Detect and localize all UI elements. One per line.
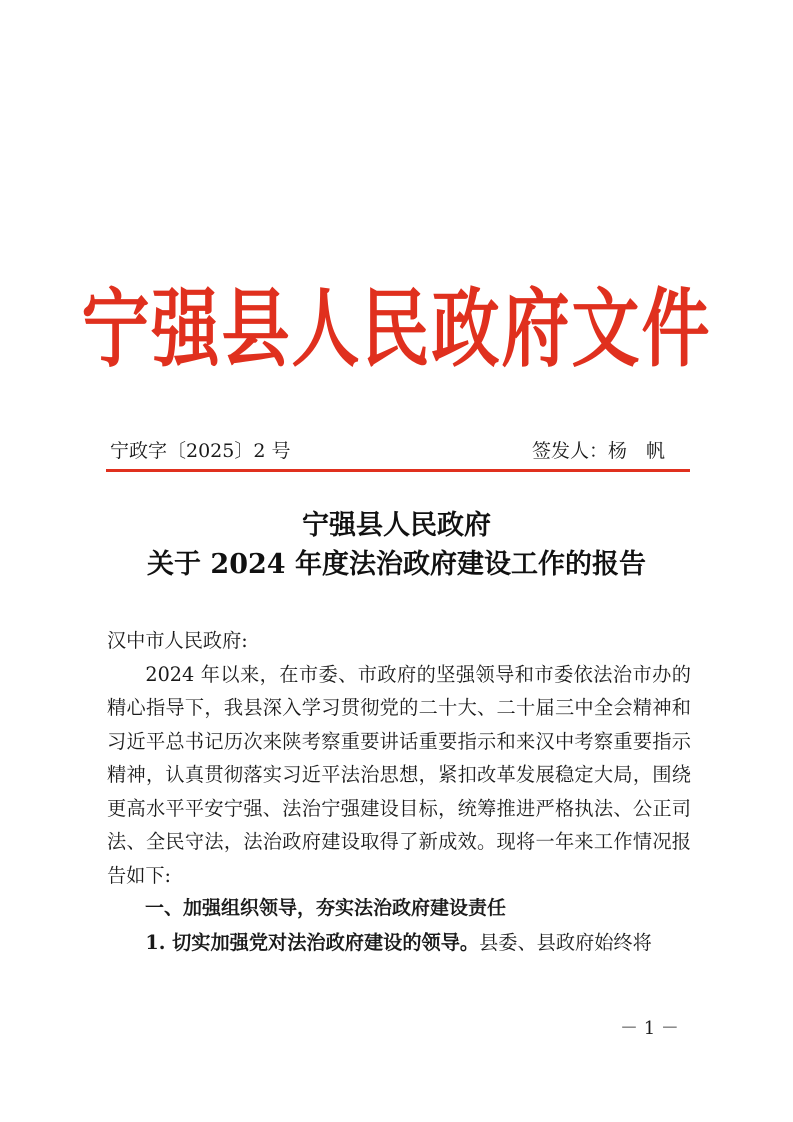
- document-number: 宁政字〔2025〕2 号: [110, 440, 291, 462]
- red-divider: [106, 469, 690, 472]
- paragraph-item-1: [107, 926, 691, 960]
- section-heading-1: 一、加强组织领导，夯实法治政府建设责任: [145, 897, 507, 919]
- document-title-line2: 关于 2024 年度法治政府建设工作的报告: [147, 549, 646, 580]
- salutation: 汉中市人民政府:: [107, 629, 248, 652]
- item-1-label: 1. 切实加强党对法治政府建设的领导。: [145, 930, 480, 954]
- page-number: － 1 －: [620, 1018, 679, 1039]
- document-title-line1: 宁强县人民政府: [302, 510, 491, 541]
- document-body: [107, 624, 691, 959]
- item-1-text: 县委、县政府始终将: [479, 930, 652, 954]
- signer: 签发人：杨 帆: [531, 440, 665, 462]
- document-masthead: 宁强县人民政府文件: [81, 280, 712, 380]
- paragraph-intro: 2024 年以来，在市委、市政府的坚强领导和市委依法治市办的精心指导下，我县深入学习贯彻党的二十大、二十届三中全会精神和习近平总书记历次来陕考察重要讲话重要指示和来汉中考察重要指示精神，认真贯彻落实习近平法治思想，紧扣改革发展稳定大局，围绕更高水平平安宁强、法治宁强建设目标，统筹推进严格执法、公正司法、全民守法，法治政府建设取得了新成效。现将一年来工作情况报告如下:: [107, 662, 691, 887]
